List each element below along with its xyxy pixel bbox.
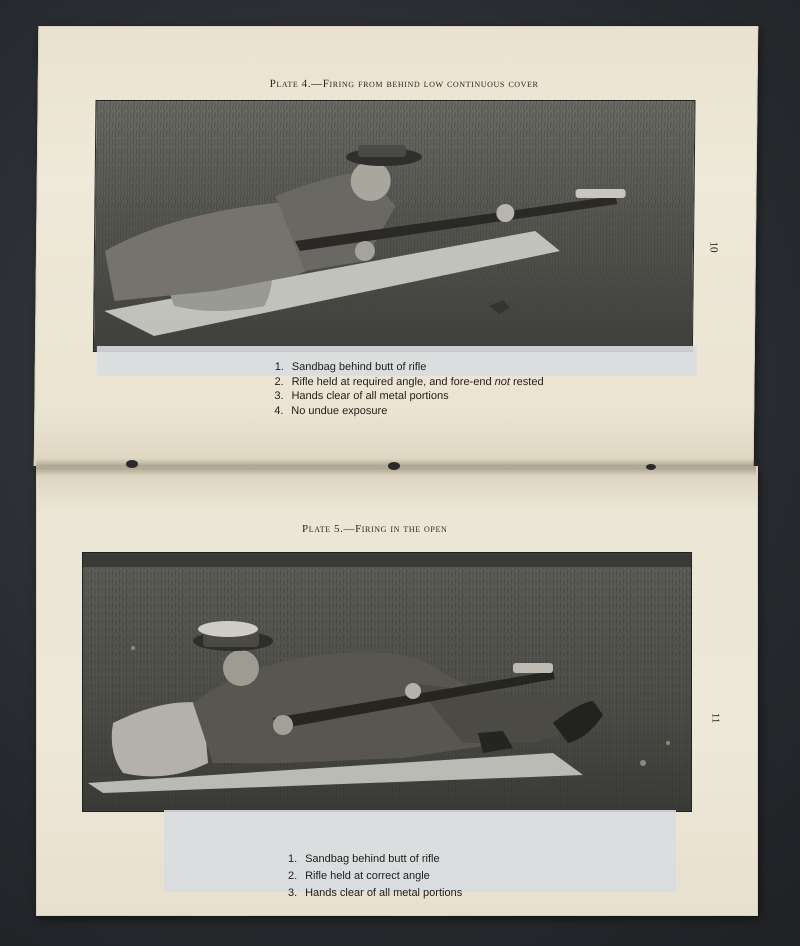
caption-text: Rifle held at required angle, and fore-end — [291, 375, 495, 388]
page-11 — [36, 466, 758, 916]
caption-number: 1. — [288, 853, 298, 865]
plate-4-caption-list — [274, 360, 544, 418]
caption-item — [288, 851, 462, 868]
caption-emphasis: not — [494, 375, 511, 388]
caption-number: 2. — [288, 870, 298, 882]
plate-5-title: Plate 5.—Firing in the open — [302, 523, 448, 535]
caption-item — [275, 360, 544, 375]
caption-text: Rifle held at correct angle — [305, 870, 430, 882]
caption-text: Sandbag behind butt of rifle — [291, 361, 427, 373]
stitch-hole — [126, 460, 138, 468]
caption-number: 3. — [274, 390, 284, 402]
page-10 — [34, 26, 759, 466]
plate-4-title: Plate 4.—Firing from behind low continuous cover — [269, 78, 539, 90]
caption-item — [274, 389, 543, 404]
caption-item — [274, 404, 543, 419]
caption-item — [288, 868, 462, 885]
caption-text: No undue exposure — [291, 404, 388, 417]
page-number-11: 11 — [709, 712, 722, 724]
caption-text: Sandbag behind butt of rifle — [305, 853, 440, 865]
plate-5-photo — [82, 552, 692, 812]
caption-text: Hands clear of all metal portions — [291, 390, 449, 402]
plate-4-image — [94, 101, 695, 351]
caption-text: Hands clear of all metal portions — [305, 887, 463, 899]
caption-number: 3. — [288, 887, 298, 899]
stitch-hole — [646, 464, 656, 470]
stitch-hole — [388, 462, 400, 470]
page-number-10: 10 — [707, 241, 720, 253]
caption-number: 1. — [274, 361, 284, 373]
caption-item — [275, 375, 544, 390]
plate-5-caption-list — [288, 851, 462, 902]
caption-item — [288, 885, 462, 902]
caption-text-end: rested — [509, 375, 544, 388]
caption-number: 2. — [274, 375, 284, 388]
open-booklet — [36, 26, 756, 916]
plate-5-image — [83, 553, 691, 811]
caption-number: 4. — [274, 404, 284, 417]
plate-4-photo — [93, 100, 696, 352]
